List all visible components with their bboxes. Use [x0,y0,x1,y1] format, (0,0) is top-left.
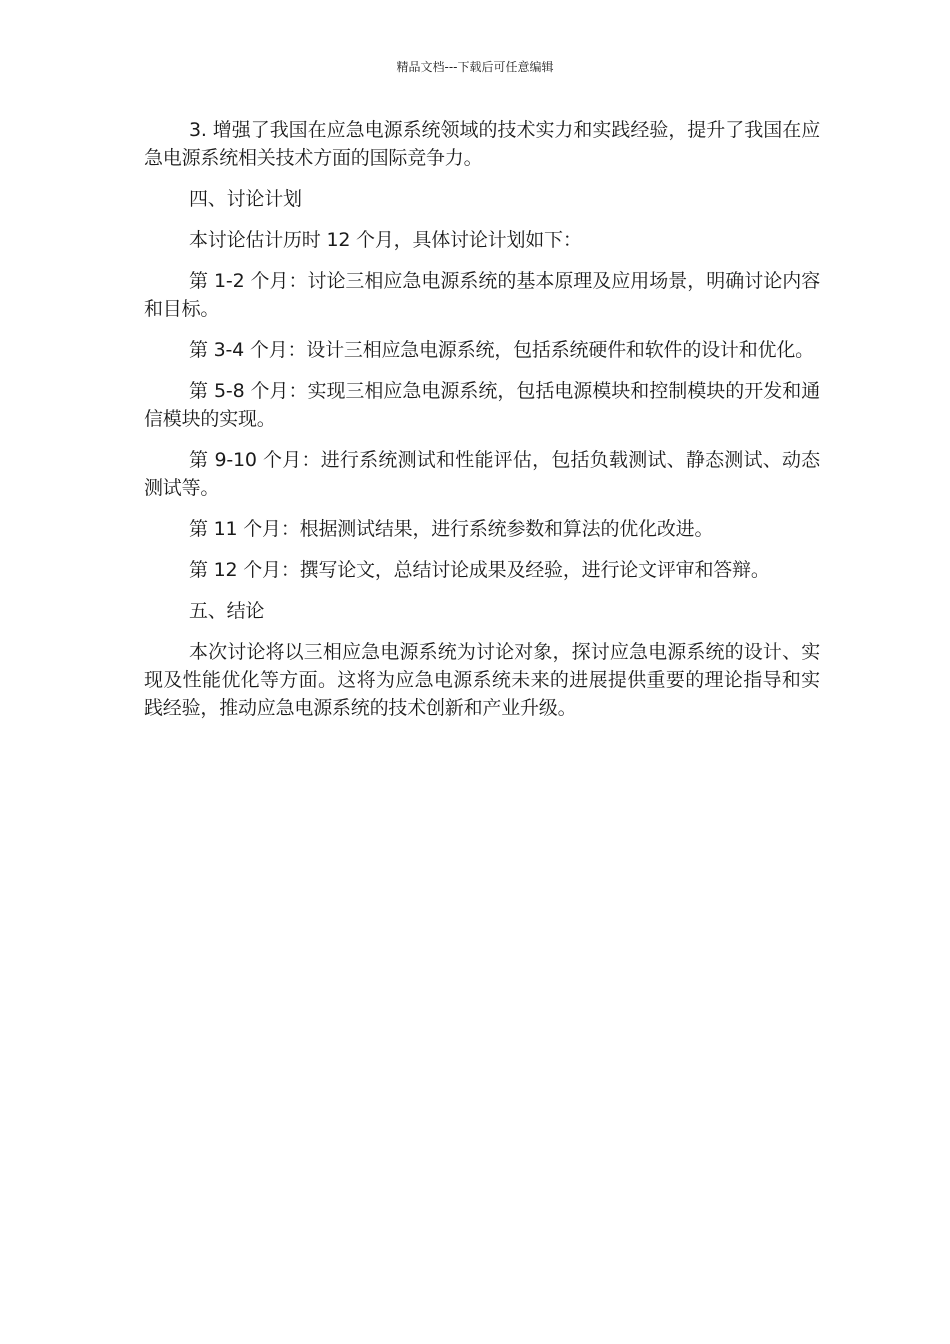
paragraph-point-3: 3. 增强了我国在应急电源系统领域的技术实力和实践经验，提升了我国在应急电源系统相关技术方面的国际竞争力。 [144,119,820,169]
section-heading-conclusion: 五、结论 [189,600,265,622]
paragraph-month-12: 第 12 个月：撰写论文，总结讨论成果及经验，进行论文评审和答辩。 [189,559,770,581]
page-header: 精品文档---下载后可任意编辑 [396,60,554,74]
document-body [144,116,820,735]
section-heading-research-plan: 四、讨论计划 [189,188,302,210]
paragraph-conclusion: 本次讨论将以三相应急电源系统为讨论对象，探讨应急电源系统的设计、实现及性能优化等方面。这将为应急电源系统未来的进展提供重要的理论指导和实践经验，推动应急电源系统的技术创新和产业升级。 [144,641,820,719]
paragraph-month-11: 第 11 个月：根据测试结果，进行系统参数和算法的优化改进。 [189,518,714,540]
paragraph-plan-intro: 本讨论估计历时 12 个月，具体讨论计划如下： [189,229,582,251]
paragraph-month-3-4: 第 3-4 个月：设计三相应急电源系统，包括系统硬件和软件的设计和优化。 [189,339,814,361]
paragraph-month-1-2: 第 1-2 个月：讨论三相应急电源系统的基本原理及应用场景，明确讨论内容和目标。 [144,270,820,320]
paragraph-month-9-10: 第 9-10 个月：进行系统测试和性能评估，包括负载测试、静态测试、动态测试等。 [144,449,820,499]
paragraph-month-5-8: 第 5-8 个月：实现三相应急电源系统，包括电源模块和控制模块的开发和通信模块的实现。 [144,380,820,430]
